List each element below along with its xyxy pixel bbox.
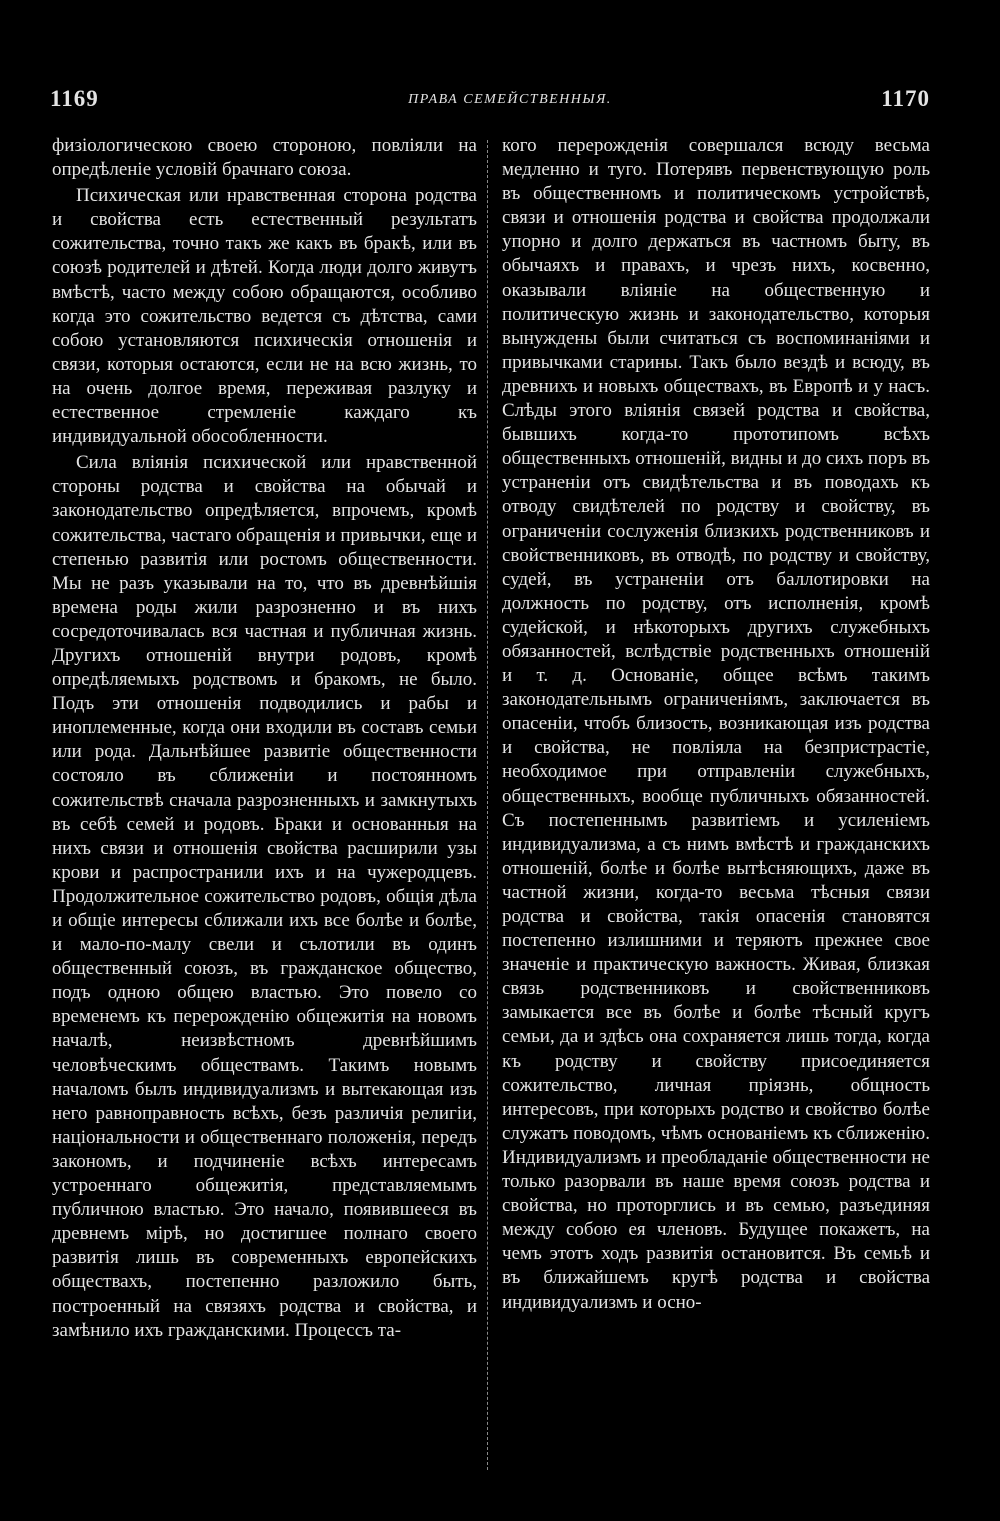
left-column	[52, 134, 477, 1474]
running-title: ПРАВА СЕМЕЙСТВЕННЫЯ.	[408, 92, 612, 107]
right-paragraph-1: кого перерожденiя совершался всюду весьма медленно и туго. Потерявъ первенствующую роль въ общественномъ и политическомъ устройствѣ, связи и отношенiя родства и свойства продолжали упорно и долго держаться въ частномъ быту, въ обычаяхъ и правахъ, и чрезъ нихъ, косвенно, оказывали влiянiе на общественную и политическую жизнь и законодательство, которыя вынуждены были считаться съ воспоминанiями и привычками старины. Такъ было вездѣ и всюду, въ древнихъ и новыхъ обществахъ, въ Европѣ и у насъ. Слѣды этого влiянiя связей родства и свойства, бывшихъ когда-то прототипомъ всѣхъ общественныхъ отношенiй, видны и до сихъ поръ въ устраненiи отъ свидѣтельства и въ поводахъ къ отводу свидѣтелей по родству и свойству, въ ограниченiи сослуженiя близкихъ родственниковъ и свойственниковъ, въ отводѣ, по родству и свойству, судей, въ устраненiи отъ баллотировки на должность по родству, отъ исполненiя, кромѣ судейской, и нѣкоторыхъ другихъ служебныхъ обязанностей, вслѣдствiе родственныхъ отношенiй и т. д. Основанiе, общее всѣмъ такимъ законодательнымъ ограниченiямъ, заключается въ опасенiи, чтобъ близость, возникающая изъ родства и свойства, не повлiяла на безпристрастiе, необходимое при отправленiи служебныхъ, общественныхъ, вообще публичныхъ обязанностей. Съ постепеннымъ развитiемъ и усиленiемъ индивидуализма, а съ нимъ вмѣстѣ и гражданскихъ отношенiй, болѣе и болѣе вытѣсняющихъ, даже въ частной жизни, когда-то весьма тѣсныя связи родства и свойства, такiя опасенiя становятся постепенно излишними и теряютъ прежнее свое значенiе и практическую важность. Живая, близкая связь родственниковъ и свойственниковъ замыкается все въ болѣе и болѣе тѣсный кругъ семьи, да и здѣсь она сохраняется лишь тогда, когда къ родству и свойству присоединяется сожительство, личная прiязнь, общность интересовъ, при которыхъ родство и свойство болѣе служатъ поводомъ, чѣмъ основанiемъ къ сближенiю. Индивидуализмъ и преобладанiе общественности не только разорвали въ наше время союзъ родства и свойства, но проторглись и въ семью, разъединяя между собою ея членовъ. Будущее покажетъ, на чемъ этотъ ходъ развитiя остановится. Въ семьѣ и въ ближайшемъ кругѣ родства и свойства индивидуализмъ и осно-	[502, 135, 930, 1313]
column-divider	[487, 140, 488, 1470]
left-paragraph-3: Сила влiянiя психической или нравственной стороны родства и свойства на обычай и законодательство опредѣляется, впрочемъ, кромѣ сожительства, частаго обращенiя и привычки, еще и степенью развитiя или ростомъ общественности. Мы не разъ указывали на то, что въ древнѣйшiя времена роды жили разрозненно и въ нихъ сосредоточивалась вся частная и публичная жизнь. Другихъ отношенiй внутри родовъ, кромѣ опредѣляемыхъ родствомъ и бракомъ, не было. Подъ эти отношенiя подводились и рабы и иноплеменные, когда они входили въ составъ семьи или рода. Дальнѣйшее развитiе общественности состояло въ сближенiи и постоянномъ сожительствѣ сначала разрозненныхъ и замкнутыхъ въ себѣ семей и родовъ. Браки и основанныя на нихъ связи и отношенiя свойства расширили узы крови и распространили ихъ и на чужеродцевъ. Продолжительное сожительство родовъ, общiя дѣла и общiе интересы сближали ихъ все болѣе и болѣе, и мало-по-малу свели и сълотили въ одинъ общественный союзъ, въ гражданское общество, подъ одною общею властью. Это повело со временемъ къ перерожденiю общежитiя на новомъ началѣ, неизвѣстномъ древнѣйшимъ человѣческимъ обществамъ. Такимъ новымъ началомъ былъ индивидуализмъ и вытекающая изъ него равноправность всѣхъ, безъ различiя религiи, нацiональности и общественнаго положенiя, передъ закономъ, и подчиненiе всѣхъ интересамъ устроеннаго общежитiя, представляемымъ публичною властью. Это начало, появившееся въ древнемъ мiрѣ, но достигшее полнаго своего развитiя лишь въ современныхъ европейскихъ обществахъ, постепенно разложило быть, построенный на связяхъ родства и свойства, и замѣнило ихъ гражданскими. Процессъ та-	[52, 452, 477, 1341]
page-number-left: 1169	[50, 86, 99, 111]
left-paragraph-1: физiологическою своею стороною, повлiяли на опредѣленiе условiй брачнаго союза.	[52, 135, 477, 181]
left-paragraph-2: Психическая или нравственная сторона родства и свойства есть естественный результатъ сожительства, точно такъ же какъ въ бракѣ, или въ союзѣ родителей и дѣтей. Когда люди долго живутъ вмѣстѣ, часто между собою обращаются, особливо когда это сожительство ведется съ дѣтства, сами собою установляются психическiя отношенiя и связи, которыя остаются, если не на всю жизнь, то на очень долгое время, переживая разлуку и естественное стремленiе каждаго къ индивидуальной обособленности.	[52, 185, 477, 448]
right-column	[502, 134, 930, 1474]
page-number-right: 1170	[881, 86, 930, 111]
page-header	[50, 86, 930, 116]
